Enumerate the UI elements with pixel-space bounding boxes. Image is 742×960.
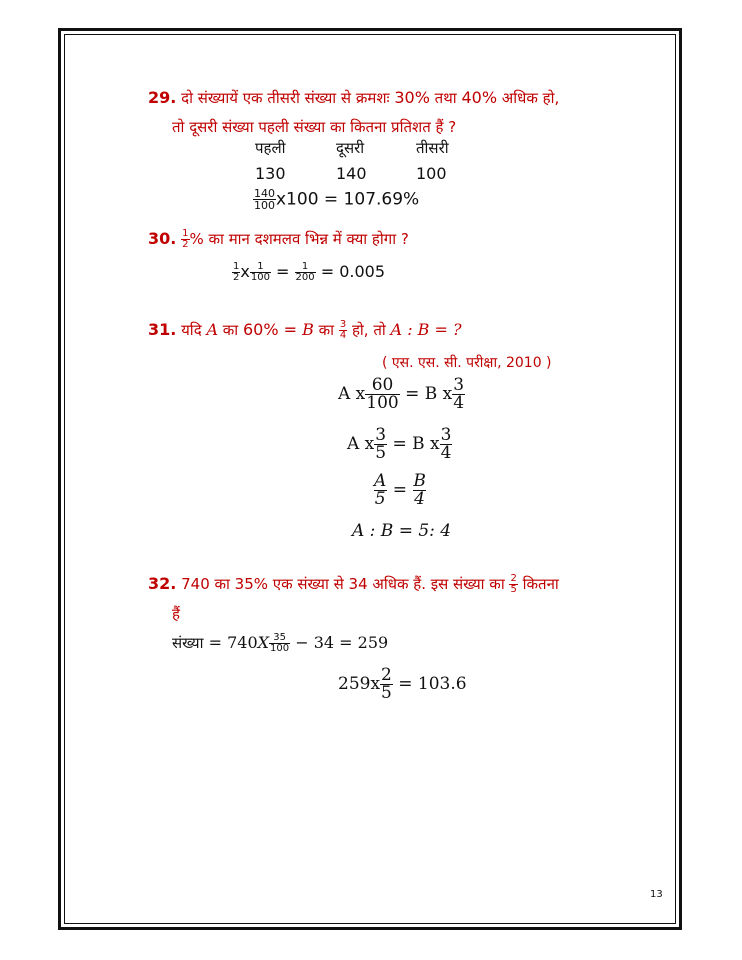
denominator: 4 — [453, 393, 465, 413]
denominator: 5 — [510, 584, 517, 595]
question-text: हो, तो — [347, 321, 391, 339]
lhs: A x — [347, 434, 375, 454]
denominator: 200 — [295, 272, 315, 283]
q31-step-3 — [373, 473, 427, 508]
numerator: 1 — [233, 261, 240, 272]
question-number: 30. — [148, 229, 177, 248]
denominator: 100 — [366, 393, 399, 413]
table-value-third: 100 — [416, 164, 447, 183]
denominator: 100 — [254, 199, 275, 212]
denominator: 100 — [270, 643, 290, 654]
question-text: यदि — [176, 321, 207, 339]
equals-b: = B x — [399, 384, 453, 404]
variable-b: B — [302, 320, 314, 339]
numerator: 2 — [510, 573, 517, 584]
question-29-line-1 — [148, 88, 559, 108]
lhs: A x — [338, 384, 366, 404]
q32-solution-2 — [338, 667, 467, 702]
exam-source: ( एस. एस. सी. परीक्षा, 2010 ) — [382, 355, 552, 371]
equals-sign: = — [392, 480, 407, 500]
q31-step-1 — [338, 377, 465, 412]
fraction-2-5 — [380, 667, 393, 702]
percent-value: 30% — [394, 88, 430, 107]
question-number: 32. — [148, 574, 177, 593]
q31-step-4: A : B = 5: 4 — [352, 521, 452, 541]
question-text: दो संख्यायें एक तीसरी संख्या से क्रमशः — [181, 89, 395, 107]
denominator: 4 — [339, 330, 347, 341]
equals-sign: = — [276, 262, 290, 281]
question-31-line — [148, 320, 462, 341]
expr-a: 259x — [338, 674, 381, 694]
fraction-2-5 — [509, 574, 517, 595]
multiply-sign: x — [240, 262, 250, 281]
question-29-line-2: तो दूसरी संख्या पहली संख्या का कितना प्रतिशत हैं ? — [172, 118, 457, 136]
expr-b: = 103.6 — [392, 674, 467, 694]
question-text: % का मान दशमलव भिन्न में क्या होगा ? — [189, 230, 409, 248]
question-30-line — [148, 229, 409, 250]
question-text: का — [313, 321, 339, 339]
fraction-140-100 — [253, 188, 276, 211]
denominator: 2 — [233, 272, 240, 283]
numerator: 3 — [453, 375, 465, 395]
table-header-second: दूसरी — [336, 139, 365, 157]
q29-solution — [253, 188, 419, 211]
numerator: 3 — [375, 425, 387, 445]
ratio-question: A : B = ? — [390, 320, 462, 339]
fraction-half — [181, 229, 189, 250]
q31-step-2 — [347, 427, 452, 462]
page-number: 13 — [650, 889, 663, 900]
fraction-b-4 — [412, 473, 427, 508]
fraction-3-4 — [440, 427, 453, 462]
expr-b: − 34 = 259 — [290, 633, 389, 652]
q32-solution-1 — [172, 633, 388, 654]
numerator: 1 — [301, 261, 309, 272]
q30-solution — [232, 262, 385, 283]
question-text: 740 का 35% एक संख्या से 34 अधिक हैं. इस संख्या का — [176, 575, 510, 593]
fraction-a-5 — [373, 473, 387, 508]
question-32-line-1 — [148, 574, 559, 595]
percent-value: 60% = — [242, 320, 303, 339]
question-text: का — [218, 321, 243, 339]
numerator: 1 — [182, 228, 189, 239]
q30-result: = 0.005 — [320, 262, 386, 281]
fraction-3-5 — [374, 427, 387, 462]
table-value-first: 130 — [255, 164, 286, 183]
numerator: 35 — [273, 632, 286, 643]
question-32-line-2: हैं — [172, 605, 180, 623]
question-text: अधिक हो, — [497, 89, 560, 107]
fraction-60-100 — [365, 377, 399, 412]
denominator: 5 — [381, 683, 392, 703]
table-header-first: पहली — [255, 139, 286, 157]
page-inner-border — [64, 34, 676, 924]
numerator: 1 — [257, 261, 264, 272]
numerator: B — [413, 471, 426, 491]
table-value-second: 140 — [336, 164, 367, 183]
question-text: कितना — [517, 575, 559, 593]
question-number: 31. — [148, 320, 177, 339]
denominator: 4 — [414, 489, 425, 509]
numerator: 3 — [440, 425, 452, 445]
numerator: 140 — [254, 187, 275, 200]
question-text: तथा — [429, 89, 462, 107]
numerator: A — [374, 471, 387, 491]
denominator: 100 — [250, 272, 270, 283]
fraction-b — [250, 262, 271, 283]
percent-value: 40% — [461, 88, 498, 107]
fraction-3-4 — [452, 377, 465, 412]
table-header-third: तीसरी — [416, 139, 449, 157]
fraction-35-100 — [269, 633, 290, 654]
label-number: संख्या — [172, 634, 204, 652]
multiply-x: X — [257, 633, 270, 652]
fraction-c — [295, 262, 316, 283]
q29-result: x100 = 107.69% — [276, 189, 420, 210]
fraction-three-quarters — [339, 320, 347, 341]
equals-b: = B x — [387, 434, 440, 454]
question-number: 29. — [148, 88, 177, 107]
numerator: 2 — [381, 665, 392, 685]
expr-a: = 740 — [203, 633, 258, 652]
denominator: 2 — [182, 239, 189, 250]
denominator: 5 — [375, 443, 387, 463]
numerator: 3 — [339, 319, 347, 330]
numerator: 60 — [371, 375, 394, 395]
denominator: 4 — [440, 443, 452, 463]
denominator: 5 — [374, 489, 386, 509]
variable-a: A — [206, 320, 218, 339]
